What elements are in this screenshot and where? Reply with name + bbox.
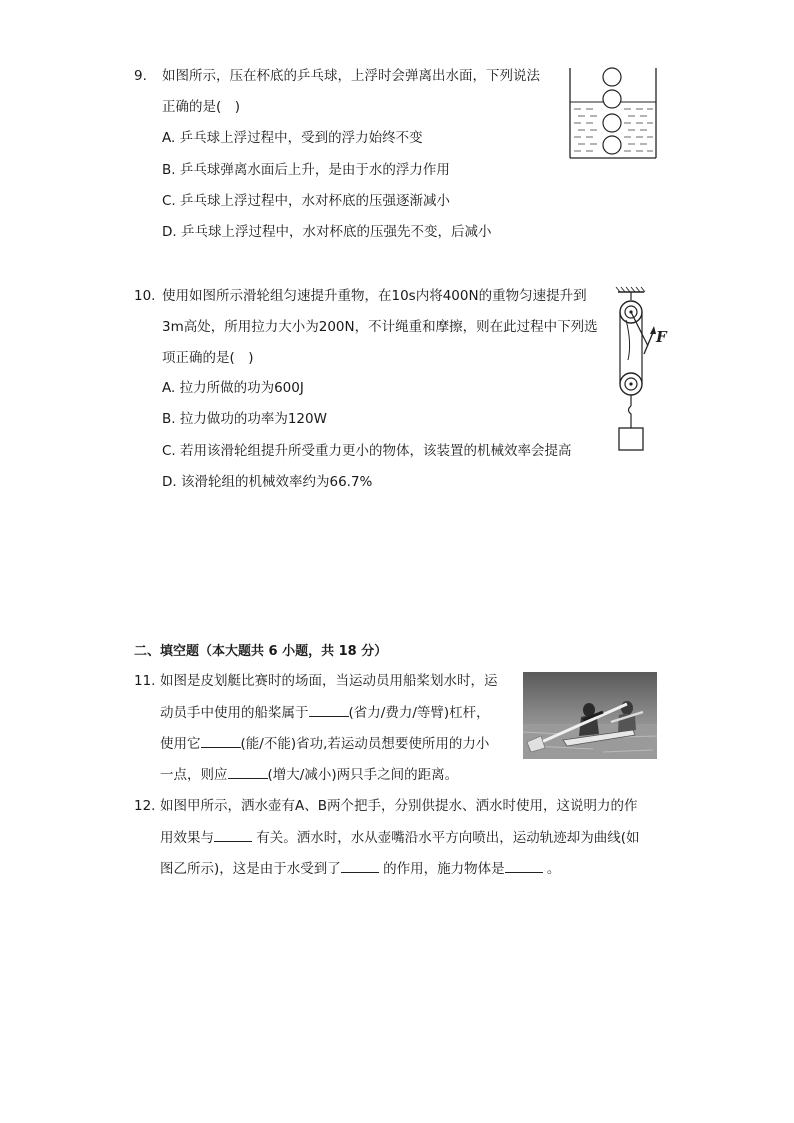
q10-option-b[interactable]: B. 拉力做功的功率为120W [162,411,327,427]
q9-option-c[interactable]: C. 乒乓球上浮过程中，水对杯底的压强逐渐减小 [162,193,451,209]
q11-number: 11. [134,673,156,689]
q11-line-3-text-a: 使用它 [160,736,201,752]
q9-option-d[interactable]: D. 乒乓球上浮过程中，水对杯底的压强先不变，后减小 [162,224,492,240]
q12-number: 12. [134,798,156,814]
q11-line-4-text-a: 一点，则应 [160,767,228,783]
q11-blank-save-work[interactable] [201,733,241,748]
q10-stem-line-2: 3m高处，所用拉力大小为200N，不计绳重和摩擦，则在此过程中下列选 [162,319,598,335]
q12-blank-force[interactable] [341,858,379,873]
q12-stem-line-2 [160,827,640,848]
q11-line-3-text-b: (能/不能)省功,若运动员想要使所用的力小 [240,736,490,752]
q12-line-2-text-b: 有关。洒水时，水从壶嘴沿水平方向喷出，运动轨迹却为曲线(如 [252,830,640,846]
q9-stem-line-1: 如图所示，压在杯底的乒乓球，上浮时会弹离出水面，下列说法 [162,68,540,84]
q12-blank-source-object[interactable] [505,858,543,873]
q9-option-a[interactable]: A. 乒乓球上浮过程中，受到的浮力始终不变 [162,130,423,146]
q11-stem-line-3 [160,733,489,754]
q10-option-a[interactable]: A. 拉力所做的功为600J [162,380,304,396]
q12-stem-line-3 [160,858,560,879]
q9-number: 9. [134,68,147,84]
q10-option-c[interactable]: C. 若用该滑轮组提升所受重力更小的物体，该装置的机械效率会提高 [162,443,572,459]
q11-stem-line-2 [160,702,490,723]
section-2-heading: 二、填空题（本大题共 6 小题，共 18 分） [134,644,388,659]
q12-stem-line-1: 如图甲所示，洒水壶有A、B两个把手，分别供提水、洒水时使用，这说明力的作 [160,798,638,814]
q10-number: 10. [134,288,156,304]
q12-line-3-text-a: 图乙所示)，这是由于水受到了 [160,861,341,877]
q11-line-4-text-b: (增大/减小)两只手之间的距离。 [267,767,459,783]
q10-force-label: F [656,328,667,346]
q10-option-d[interactable]: D. 该滑轮组的机械效率约为66.7% [162,474,373,490]
q9-beaker-figure [568,64,660,160]
q12-line-3-text-c: 。 [542,861,561,877]
q10-stem-line-3: 项正确的是( ) [162,350,254,366]
q9-option-b[interactable]: B. 乒乓球弹离水面后上升，是由于水的浮力作用 [162,162,450,178]
q10-stem-line-1: 使用如图所示滑轮组匀速提升重物，在10s内将400N的重物匀速提升到 [162,288,587,304]
q11-blank-hand-distance[interactable] [228,764,268,779]
q12-line-2-text-a: 用效果与 [160,830,214,846]
q11-line-2-text-b: (省力/费力/等臂)杠杆， [348,705,490,721]
q9-stem-line-2: 正确的是( ) [162,99,241,115]
q12-line-3-text-b: 的作用，施力物体是 [378,861,505,877]
q12-blank-force-factor[interactable] [214,827,252,842]
q11-stem-line-1: 如图是皮划艇比赛时的场面，当运动员用船桨划水时，运 [160,673,498,689]
q11-line-2-text-a: 动员手中使用的船桨属于 [160,705,309,721]
q11-blank-lever-type[interactable] [309,702,349,717]
q11-stem-line-4 [160,764,458,785]
q11-kayak-photo [523,672,657,759]
q10-pulley-figure [610,258,670,454]
